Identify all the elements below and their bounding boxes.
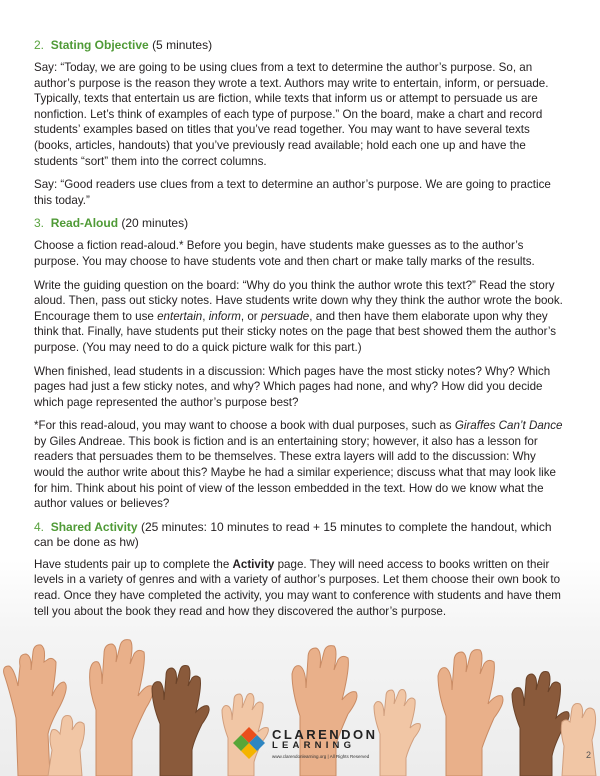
paragraph: Say: “Good readers use clues from a text to determine an author’s purpose. We are going to practice this today.” [34, 178, 551, 207]
lesson-content [34, 38, 566, 627]
paragraph: Choose a fiction read-aloud.* Before you begin, have students make guesses as to the author’s purpose. You may choose to have students vote and then chart or make tally marks of the results. [34, 239, 535, 268]
clarendon-learning-logo [232, 724, 382, 764]
paragraph: *For this read-aloud, you may want to choose a book with dual purposes, such as Giraffes Can’t Dance by Giles Andreae. This book is fiction and is an entertaining story; however, it also has a lesson for readers that persuades them to be themselves. These extra layers will add to the discussion: Why would the author write about this? Maybe he had a similar experience; discuss what that may look like for him. Think about his point of view of the lesson embedded in the text. How do we know what the author values or believes? [34, 419, 563, 511]
section-title: Stating Objective [50, 38, 149, 52]
section-duration: (20 minutes) [121, 216, 189, 231]
paragraph: When finished, lead students in a discussion: Which pages have the most sticky notes? Why? Which pages had just a few sticky notes, and why? Which pages had none, and why? How did you decide which page represented the author’s purpose best? [34, 364, 551, 409]
section-number: 3. [34, 216, 45, 231]
section-heading-read-aloud [34, 216, 566, 231]
paragraph: Have students pair up to complete the Activity page. They will need access to books written on their levels in a variety of genres and with a variety of author’s purposes. Let them choose their own book to read. Once they have completed the activity, you may want to conference with students and have them tell you about the book they read and how they discovered the author’s purpose. [34, 557, 561, 618]
section-number: 4. [34, 519, 45, 534]
section-heading-shared-activity [34, 520, 566, 550]
section-heading-stating-objective [34, 38, 566, 53]
section-duration: (5 minutes) [152, 38, 213, 52]
section-number: 2. [34, 38, 45, 52]
logo-subtitle: LEARNING [272, 740, 356, 751]
logo-name: CLARENDON [272, 727, 378, 742]
paragraph: Say: “Today, we are going to be using clues from a text to determine the author’s purpose. So, an author’s purpose is the reason they wrote a text. Authors may write to entertain, inform, or persuade. Typically, texts that entertain us are fiction, while texts that inform us or attempt to persuade us are nonfiction. Let’s think of examples of each type of purpose.” On the board, make a chart and record students’ examples based on titles that you’ve read together. You may want to have several texts (books, articles, handouts) that you’ve previously read available; hold each one up and have the students “sort” them into the correct columns. [34, 61, 549, 168]
paragraph: Write the guiding question on the board: “Why do you think the author wrote this text?” Read the story aloud. Then, pass out sticky notes. Have students write down why they think the author wrote the book. Encourage them to use entertain, inform, or persuade, and then have them elaborate upon why they think that. Finally, have students put their sticky notes on the page that best showed them the author’s purpose. (You may need to do a quick picture walk for this part.) [34, 278, 563, 354]
page-number: 2 [586, 750, 592, 760]
section-title: Shared Activity [50, 519, 138, 534]
section-title: Read-Aloud [50, 216, 119, 231]
section-duration: (25 minutes: 10 minutes to read + 15 minutes to complete the handout, which can be done as hw) [34, 519, 552, 549]
logo-url: www.clarendonlearning.org | All Rights Reserved [272, 754, 370, 759]
logo-mark-icon [232, 726, 266, 760]
